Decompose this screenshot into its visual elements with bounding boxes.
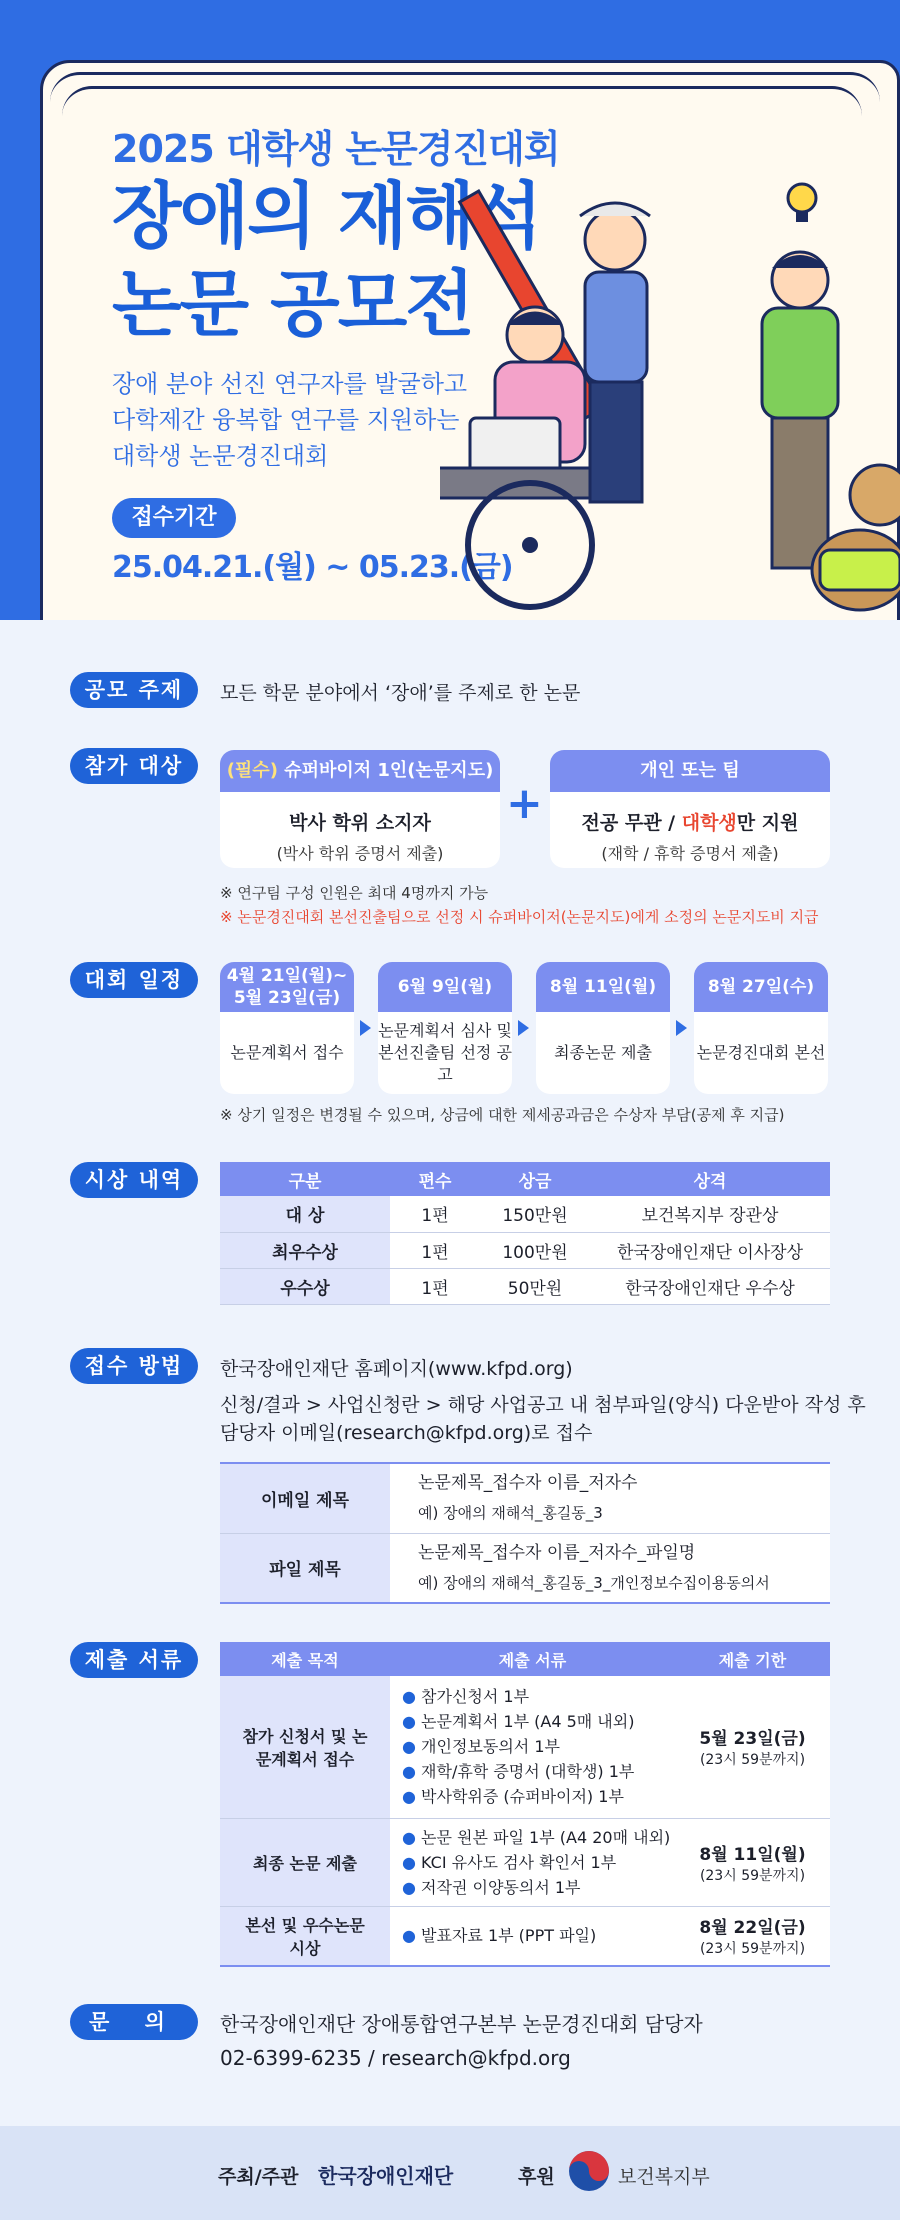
section-label-eligibility: 참가 대상 bbox=[70, 748, 198, 784]
doc-item-text: 논문계획서 1부 (A4 5매 내외) bbox=[421, 1712, 635, 1732]
footer bbox=[0, 2126, 900, 2220]
hero-desc-line: 대학생 논문경진대회 bbox=[112, 442, 329, 470]
format-example: 예) 장애의 재해석_홍길동_3_개인정보수집이용동의서 bbox=[418, 1573, 770, 1592]
supervisor-card-head bbox=[220, 750, 500, 792]
participant-sub: (재학 / 휴학 증명서 제출) bbox=[601, 844, 779, 863]
sponsor-label: 후원 bbox=[518, 2166, 555, 2188]
award-name: 대 상 bbox=[220, 1196, 390, 1232]
participant-main-a: 전공 무관 / bbox=[581, 812, 682, 834]
doc-item-text: 발표자료 1부 (PPT 파일) bbox=[421, 1926, 597, 1946]
format-example: 예) 장애의 재해석_홍길동_3 bbox=[418, 1504, 603, 1523]
doc-item-text: 박사학위증 (슈퍼바이저) 1부 bbox=[421, 1787, 624, 1807]
supervisor-card bbox=[220, 750, 500, 868]
participant-card bbox=[550, 750, 830, 868]
doc-items bbox=[390, 1676, 675, 1818]
table-row bbox=[220, 1818, 830, 1906]
section-label-contact: 문 의 bbox=[70, 2004, 198, 2040]
doc-items bbox=[390, 1818, 675, 1906]
award-name: 우수상 bbox=[220, 1268, 390, 1304]
eligibility-note1: ※ 연구팀 구성 인원은 최대 4명까지 가능 bbox=[220, 884, 489, 902]
deadline-date: 5월 23일(금) bbox=[699, 1729, 806, 1750]
hero-title-line2: 논문 공모전 bbox=[112, 262, 473, 346]
schedule-step-desc: 최종논문 제출 bbox=[554, 1043, 652, 1062]
awards-table bbox=[220, 1162, 830, 1305]
hero-desc-line: 다학제간 융복합 연구를 지원하는 bbox=[112, 406, 460, 434]
section-label-schedule: 대회 일정 bbox=[70, 962, 198, 998]
awards-col-header: 상격 bbox=[590, 1162, 830, 1196]
hero-subtitle: 2025 대학생 논문경진대회 bbox=[112, 127, 560, 171]
schedule-step-date: 6월 9일(월) bbox=[378, 962, 512, 1012]
book-page-line bbox=[62, 86, 862, 116]
list-item: ● 발표자료 1부 (PPT 파일) bbox=[402, 1926, 597, 1946]
participant-main-b: 대학생 bbox=[681, 812, 737, 834]
list-item: ● 개인정보동의서 1부 bbox=[402, 1737, 560, 1757]
format-label: 이메일 제목 bbox=[220, 1463, 390, 1533]
submission-format-table bbox=[220, 1462, 830, 1604]
supervisor-head-text: 슈퍼바이저 1인(논문지도) bbox=[277, 760, 494, 781]
doc-purpose: 본선 및 우수논문 시상 bbox=[220, 1906, 390, 1966]
submission-line1: 한국장애인재단 홈페이지(www.kfpd.org) bbox=[220, 1358, 573, 1380]
arrow-right-icon bbox=[360, 1020, 371, 1036]
format-main: 논문제목_접수자 이름_저자수 bbox=[418, 1473, 638, 1494]
award-prize: 150만원 bbox=[480, 1196, 590, 1232]
period-date: 25.04.21.(월) ~ 05.23.(금) bbox=[112, 550, 513, 585]
section-label-submission: 접수 방법 bbox=[70, 1348, 198, 1384]
section-label-awards: 시상 내역 bbox=[70, 1162, 198, 1198]
schedule-note: ※ 상기 일정은 변경될 수 있으며, 상금에 대한 제세공과금은 수상자 부담(공제 후 지급) bbox=[220, 1106, 785, 1124]
list-item: ● 저작권 이양동의서 1부 bbox=[402, 1877, 581, 1897]
schedule-step-desc: 논문계획서 접수 bbox=[230, 1043, 344, 1062]
list-item: ● 참가신청서 1부 bbox=[402, 1687, 530, 1707]
students-illustration bbox=[440, 150, 900, 620]
doc-deadline bbox=[675, 1818, 830, 1906]
award-title: 한국장애인재단 우수상 bbox=[590, 1268, 830, 1304]
format-label: 파일 제목 bbox=[220, 1533, 390, 1603]
format-main: 논문제목_접수자 이름_저자수_파일명 bbox=[418, 1542, 696, 1563]
required-tag: (필수) bbox=[226, 760, 278, 781]
deadline-time: (23시 59분까지) bbox=[699, 1752, 806, 1769]
documents-table bbox=[220, 1642, 830, 1967]
host-logo: 한국장애인재단 bbox=[318, 2164, 454, 2188]
table-row bbox=[220, 1676, 830, 1818]
doc-purpose: 최종 논문 제출 bbox=[220, 1818, 390, 1906]
documents-header-row bbox=[220, 1642, 830, 1676]
hero-title-line1: 장애의 재해석 bbox=[112, 174, 541, 258]
doc-item-text: 논문 원본 파일 1부 (A4 20매 내외) bbox=[421, 1827, 671, 1847]
doc-deadline bbox=[675, 1676, 830, 1818]
taegeuk-logo-icon bbox=[568, 2150, 610, 2192]
award-count: 1편 bbox=[390, 1196, 480, 1232]
schedule-step bbox=[378, 962, 512, 1094]
schedule-step bbox=[536, 962, 670, 1094]
awards-col-header: 편수 bbox=[390, 1162, 480, 1196]
hero-description bbox=[112, 366, 467, 474]
table-row bbox=[220, 1463, 830, 1533]
schedule-step-date: 4월 21일(월)~ 5월 23일(금) bbox=[220, 962, 354, 1012]
award-count: 1편 bbox=[390, 1232, 480, 1268]
period-badge: 접수기간 bbox=[112, 498, 236, 538]
schedule-step-date: 8월 11일(월) bbox=[536, 962, 670, 1012]
schedule-step-desc: 논문경진대회 본선 bbox=[696, 1043, 826, 1062]
arrow-right-icon bbox=[518, 1020, 529, 1036]
doc-item-text: KCI 유사도 검사 확인서 1부 bbox=[421, 1852, 617, 1872]
doc-deadline bbox=[675, 1906, 830, 1966]
doc-item-text: 저작권 이양동의서 1부 bbox=[421, 1877, 581, 1897]
participant-card-head: 개인 또는 팀 bbox=[550, 750, 830, 792]
schedule-step bbox=[220, 962, 354, 1094]
table-row bbox=[220, 1196, 830, 1232]
award-title: 보건복지부 장관상 bbox=[590, 1196, 830, 1232]
award-count: 1편 bbox=[390, 1268, 480, 1304]
schedule-step-desc: 논문계획서 심사 및 본선진출팀 선정 공고 bbox=[378, 1021, 512, 1084]
format-value bbox=[390, 1533, 830, 1603]
doc-item-text: 참가신청서 1부 bbox=[421, 1687, 530, 1707]
section-label-topic: 공모 주제 bbox=[70, 672, 198, 708]
awards-col-header: 구분 bbox=[220, 1162, 390, 1196]
doc-purpose: 참가 신청서 및 논문계획서 접수 bbox=[220, 1676, 390, 1818]
table-row bbox=[220, 1268, 830, 1304]
host-label: 주최/주관 bbox=[218, 2166, 299, 2188]
supervisor-sub: (박사 학위 증명서 제출) bbox=[276, 844, 444, 863]
award-name: 최우수상 bbox=[220, 1232, 390, 1268]
documents-col-header: 제출 목적 bbox=[220, 1642, 390, 1676]
section-label-documents: 제출 서류 bbox=[70, 1642, 198, 1678]
awards-col-header: 상금 bbox=[480, 1162, 590, 1196]
awards-header-row bbox=[220, 1162, 830, 1196]
doc-items bbox=[390, 1906, 675, 1966]
list-item: ● 논문 원본 파일 1부 (A4 20매 내외) bbox=[402, 1827, 671, 1847]
supervisor-main: 박사 학위 소지자 bbox=[289, 812, 431, 834]
schedule-step-date: 8월 27일(수) bbox=[694, 962, 828, 1012]
list-item: ● KCI 유사도 검사 확인서 1부 bbox=[402, 1852, 617, 1872]
hero-banner bbox=[0, 0, 900, 620]
format-value bbox=[390, 1463, 830, 1533]
table-row bbox=[220, 1906, 830, 1966]
plus-icon: + bbox=[506, 778, 543, 829]
doc-item-text: 개인정보동의서 1부 bbox=[421, 1737, 560, 1757]
contact-line1: 한국장애인재단 장애통합연구본부 논문경진대회 담당자 bbox=[220, 2012, 703, 2036]
topic-text: 모든 학문 분야에서 ‘장애’를 주제로 한 논문 bbox=[220, 682, 581, 704]
doc-item-text: 재학/휴학 증명서 (대학생) 1부 bbox=[421, 1762, 635, 1782]
deadline-time: (23시 59분까지) bbox=[699, 1867, 806, 1884]
documents-col-header: 제출 서류 bbox=[390, 1642, 675, 1676]
documents-col-header: 제출 기한 bbox=[675, 1642, 830, 1676]
deadline-time: (23시 59분까지) bbox=[699, 1941, 806, 1958]
submission-line3: 담당자 이메일(research@kfpd.org)로 접수 bbox=[220, 1422, 593, 1444]
schedule-step bbox=[694, 962, 828, 1094]
deadline-date: 8월 22일(금) bbox=[699, 1918, 806, 1939]
table-row bbox=[220, 1232, 830, 1268]
table-row bbox=[220, 1533, 830, 1603]
contact-line2: 02-6399-6235 / research@kfpd.org bbox=[220, 2046, 571, 2070]
list-item: ● 논문계획서 1부 (A4 5매 내외) bbox=[402, 1712, 635, 1732]
sponsor-name: 보건복지부 bbox=[618, 2166, 710, 2188]
arrow-right-icon bbox=[676, 1020, 687, 1036]
eligibility-note2: ※ 논문경진대회 본선진출팀으로 선정 시 슈퍼바이저(논문지도)에게 소정의 논문지도비 지급 bbox=[220, 908, 819, 926]
list-item: ● 재학/휴학 증명서 (대학생) 1부 bbox=[402, 1762, 635, 1782]
award-title: 한국장애인재단 이사장상 bbox=[590, 1232, 830, 1268]
list-item: ● 박사학위증 (슈퍼바이저) 1부 bbox=[402, 1787, 624, 1807]
deadline-date: 8월 11일(월) bbox=[699, 1844, 806, 1865]
hero-desc-line: 장애 분야 선진 연구자를 발굴하고 bbox=[112, 370, 468, 398]
award-prize: 100만원 bbox=[480, 1232, 590, 1268]
submission-line2: 신청/결과 > 사업신청란 > 해당 사업공고 내 첨부파일(양식) 다운받아 작성 후 bbox=[220, 1394, 866, 1416]
award-prize: 50만원 bbox=[480, 1268, 590, 1304]
participant-main bbox=[550, 808, 830, 835]
participant-main-c: 만 지원 bbox=[736, 812, 799, 834]
